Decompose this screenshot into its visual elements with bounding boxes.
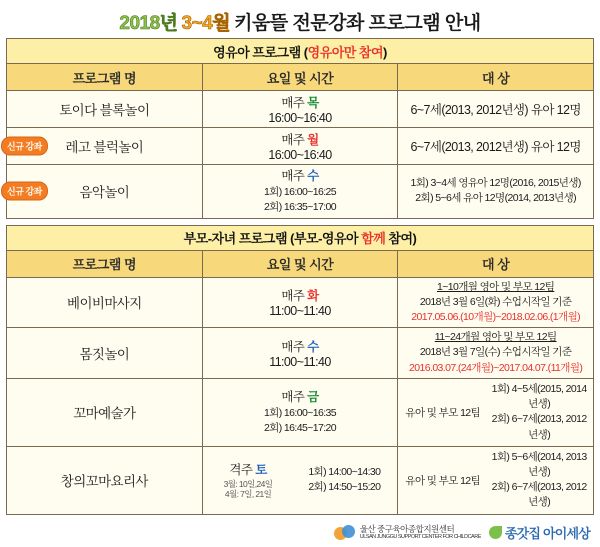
program-target — [398, 277, 594, 328]
target-group: 유아 및 부모 12팀 — [405, 406, 481, 419]
section2-heading-main: 부모-자녀 프로그램 (부모-영유아 — [183, 231, 362, 247]
target-line-3: 2016.03.07.(24개월)~2017.04.07.(11개월) — [409, 361, 583, 374]
time-line: 16:00~16:40 — [268, 148, 332, 162]
target-line-1: 1회) 5~6세(2014, 2013년생) — [491, 450, 587, 478]
col-target: 대 상 — [398, 250, 594, 277]
day-label: 수 — [307, 340, 319, 355]
target-line-2: 2회) 6~7세(2013, 2012년생) — [491, 413, 587, 441]
day-cell — [204, 460, 293, 501]
page-title — [6, 4, 594, 38]
section1-heading-highlight: 영유아만 참여 — [307, 44, 384, 60]
target-line-1: 1회) 3~4세 영유아 12명(2016, 2015년생) — [410, 177, 581, 190]
target-split-table — [399, 449, 592, 512]
time-line-2: 2회) 16:35~17:00 — [263, 201, 337, 214]
program-day-time — [202, 165, 398, 219]
program-target — [398, 328, 594, 379]
table-row — [7, 378, 594, 446]
section2-heading-row — [7, 225, 594, 250]
program-target: 6~7세(2013, 2012년생) 유아 12명 — [398, 128, 594, 165]
section2-heading-end: 참여) — [385, 231, 417, 247]
program-name: 창의꼬마요리사 — [7, 446, 203, 514]
col-program-name: 프로그램 명 — [7, 250, 203, 277]
program-day-time — [202, 277, 398, 328]
section2-column-header-row — [7, 250, 594, 277]
target-detail — [486, 449, 592, 512]
target-line-2: 2회) 5~6세 유아 12명(2014, 2013년생) — [415, 192, 577, 205]
target-line-2: 2회) 6~7세(2013, 2012년생) — [491, 481, 587, 509]
day-note-1: 3월: 10일,24일 — [223, 478, 273, 489]
time-line-1: 1회) 16:00~16:25 — [263, 186, 337, 199]
title-month: 3~4월 — [181, 12, 231, 34]
day-label: 목 — [307, 96, 319, 110]
day-label: 수 — [307, 169, 319, 183]
program-name: 레고 블럭놀이 — [65, 140, 144, 155]
time-line: 11:00~11:40 — [269, 355, 331, 370]
day-prefix: 매주 — [281, 340, 308, 355]
program-day-time — [202, 128, 398, 165]
section2-heading — [7, 225, 594, 250]
day-line — [204, 337, 397, 355]
day-note-2: 4월: 7일, 21일 — [224, 489, 272, 500]
target-line-1: 11~24개월 영아 및 부모 12팀 — [434, 331, 557, 344]
program-target — [398, 446, 594, 514]
time-line-1: 1회) 14:00~14:30 — [308, 465, 381, 478]
program-target — [398, 378, 594, 446]
day-label: 토 — [255, 462, 267, 477]
section1-column-header-row — [7, 64, 594, 91]
section2-heading-highlight: 함께 — [361, 231, 386, 247]
center-logo — [334, 524, 481, 542]
program-day-time — [202, 446, 398, 514]
target-group: 유아 및 부모 12팀 — [405, 474, 481, 487]
brand-text: 종갓집 아이세상 — [504, 526, 590, 542]
time-line-2: 2회) 14:50~15:20 — [308, 481, 381, 494]
program-name: 토이다 블록놀이 — [7, 91, 203, 128]
program-name-cell — [7, 128, 203, 165]
new-course-badge: 신규 강좌 — [1, 182, 48, 201]
table-row — [7, 165, 594, 219]
leaf-icon — [489, 526, 502, 539]
target-line-1: 1회) 4~5세(2015, 2014년생) — [491, 382, 587, 411]
program-day-time — [202, 378, 398, 446]
parent-child-program-table — [6, 225, 594, 515]
day-line — [205, 461, 292, 479]
program-target: 6~7세(2013, 2012년생) 유아 12명 — [398, 91, 594, 128]
day-line — [204, 388, 397, 406]
day-prefix: 매주 — [281, 96, 308, 110]
logo-text — [360, 525, 481, 541]
program-name: 음악놀이 — [79, 185, 130, 201]
day-line — [204, 130, 397, 148]
target-line-2: 2018년 3월 6일(화) 수업시작일 기준 — [419, 295, 572, 308]
target-split-table — [399, 381, 592, 444]
day-prefix: 매주 — [281, 133, 308, 147]
logo-circle-blue — [342, 525, 355, 538]
section1-heading — [7, 39, 594, 64]
logo-mark-icon — [334, 524, 356, 542]
section1-heading-row — [7, 39, 594, 64]
title-year: 2018년 — [119, 12, 178, 34]
target-line-1: 1~10개월 영아 및 부모 12팀 — [436, 280, 555, 293]
day-label: 화 — [307, 289, 319, 304]
col-program-name: 프로그램 명 — [7, 64, 203, 91]
footer — [6, 519, 594, 547]
new-course-badge: 신규 강좌 — [1, 137, 48, 156]
target-detail — [486, 381, 592, 444]
day-prefix: 매주 — [281, 390, 308, 405]
time-line: 11:00~11:40 — [269, 304, 331, 319]
target-line-3: 2017.05.06.(10개월)~2018.02.06.(1개월) — [411, 311, 581, 323]
infant-program-table — [6, 38, 594, 219]
day-label: 월 — [307, 133, 319, 147]
program-day-time — [202, 91, 398, 128]
target-line-2: 2018년 3월 7일(수) 수업시작일 기준 — [419, 346, 572, 359]
time-line-2: 2회) 16:45~17:20 — [263, 422, 337, 435]
day-line — [204, 167, 397, 185]
day-line — [204, 93, 397, 111]
time-line: 16:00~16:40 — [268, 111, 332, 125]
col-day-time: 요일 및 시간 — [202, 64, 398, 91]
section1-heading-end: ) — [383, 44, 387, 60]
day-label: 금 — [307, 390, 319, 405]
program-name: 베이비마사지 — [7, 277, 203, 328]
brand-logo — [489, 523, 590, 542]
day-prefix: 격주 — [229, 462, 256, 477]
time-line-1: 1회) 16:00~16:35 — [263, 407, 337, 420]
program-day-time — [202, 328, 398, 379]
table-row — [7, 446, 594, 514]
day-prefix: 매주 — [281, 289, 308, 304]
day-time-split-table — [204, 460, 397, 501]
table-row — [7, 128, 594, 165]
section1-heading-main: 영유아 프로그램 ( — [213, 44, 308, 60]
org-name-en: ULSAN JUNGGU SUPPORT CENTER FOR CHILDCARE — [359, 534, 481, 541]
col-target: 대 상 — [398, 64, 594, 91]
org-name-ko: 울산 중구육아종합지원센터 — [359, 523, 455, 534]
program-target — [398, 165, 594, 219]
table-row — [7, 277, 594, 328]
program-name: 꼬마예술가 — [7, 378, 203, 446]
program-name: 몸짓놀이 — [7, 328, 203, 379]
day-prefix: 매주 — [281, 169, 308, 183]
table-row — [7, 91, 594, 128]
program-name-cell — [7, 165, 203, 219]
table-row — [7, 328, 594, 379]
time-cell — [292, 460, 396, 501]
title-main: 키움뜰 전문강좌 프로그램 안내 — [234, 12, 481, 34]
day-line — [204, 286, 397, 304]
col-day-time: 요일 및 시간 — [202, 250, 398, 277]
